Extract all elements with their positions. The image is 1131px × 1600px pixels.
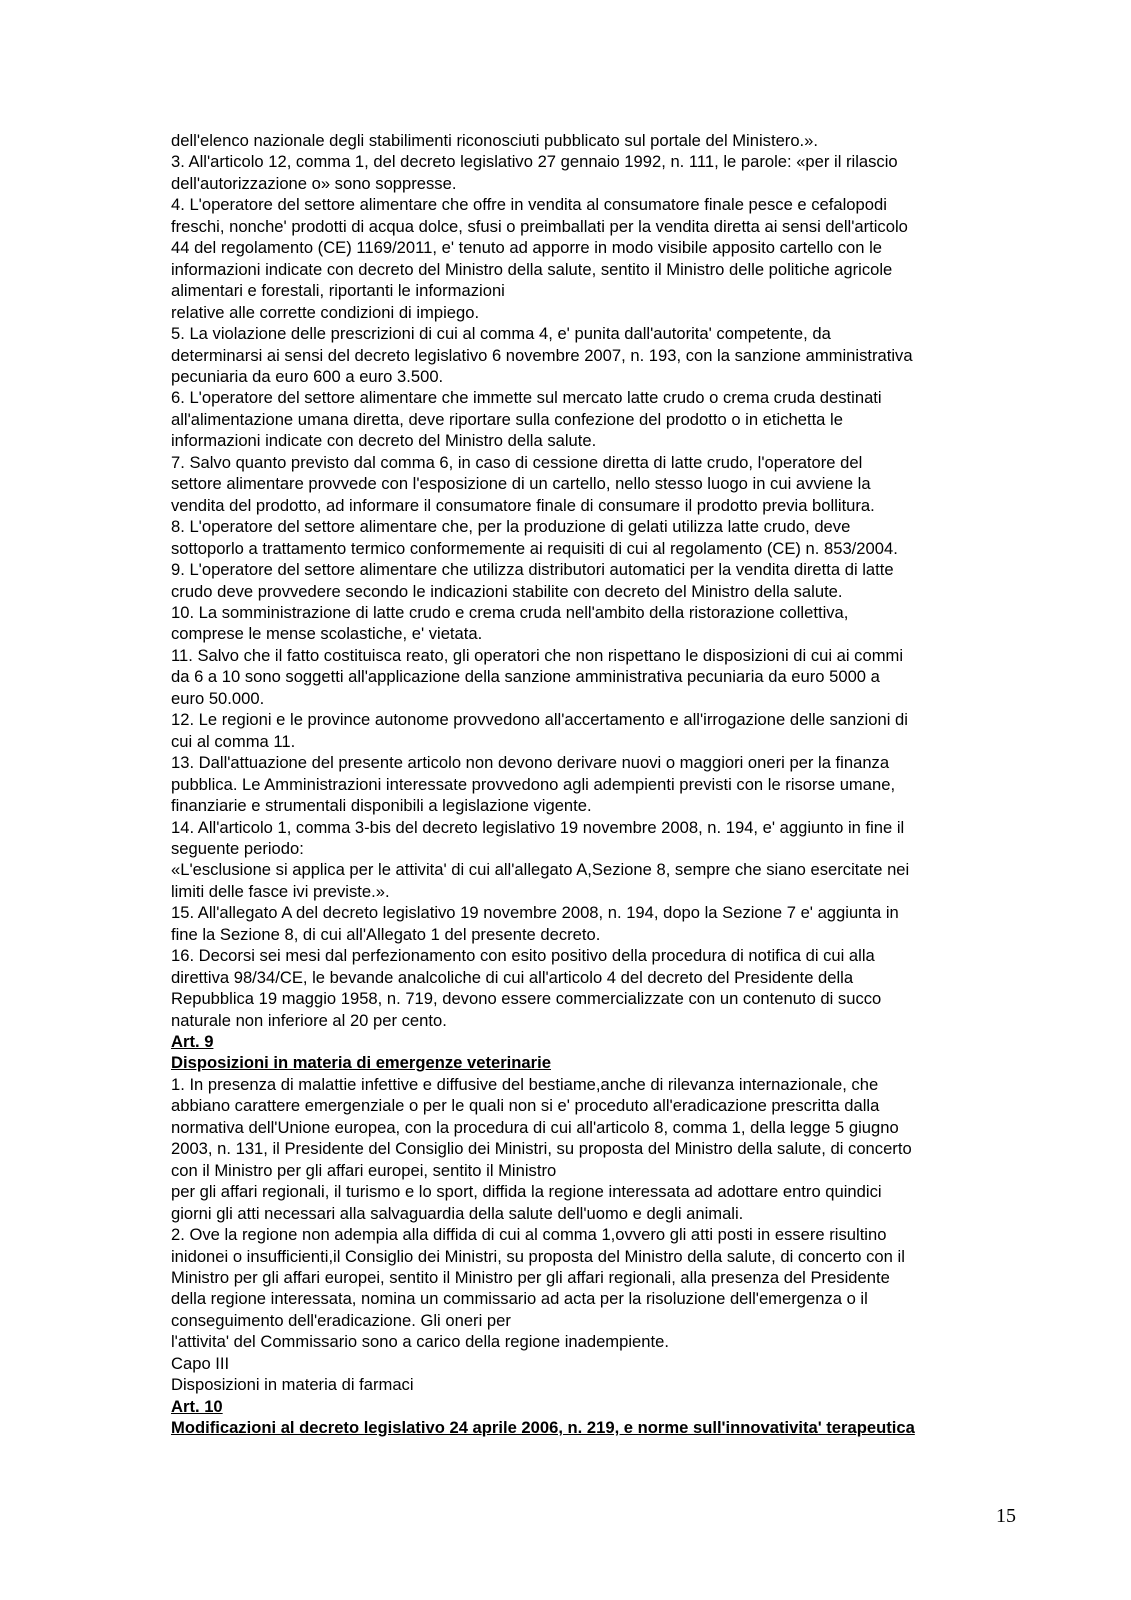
- text-line: fine la Sezione 8, di cui all'Allegato 1 del presente decreto.: [171, 924, 601, 944]
- text-line: freschi, nonche' prodotti di acqua dolce, sfusi o preimballati per la vendita diretta ai sensi dell'articolo: [171, 216, 908, 236]
- text-line: alimentari e forestali, riportanti le informazioni: [171, 281, 505, 301]
- section-heading: Art. 10: [171, 1396, 223, 1416]
- section-heading: Disposizioni in materia di emergenze veterinarie: [171, 1053, 551, 1073]
- text-line: inidonei o insufficienti,il Consiglio dei Ministri, su proposta del Ministro della salute, di concerto con il: [171, 1246, 905, 1266]
- document-body: [171, 130, 1031, 1439]
- text-line: comprese le mense scolastiche, e' vietata.: [171, 624, 483, 644]
- text-line: 3. All'articolo 12, comma 1, del decreto legislativo 27 gennaio 1992, n. 111, le parole: «per il rilascio: [171, 152, 898, 172]
- text-line: limiti delle fasce ivi previste.».: [171, 881, 390, 901]
- text-line: 6. L'operatore del settore alimentare che immette sul mercato latte crudo o crema cruda destinati: [171, 388, 882, 408]
- text-line: abbiano carattere emergenziale o per le quali non si e' proceduto all'eradicazione prescritta dalla: [171, 1096, 880, 1116]
- text-line: relative alle corrette condizioni di impiego.: [171, 302, 480, 322]
- text-line: naturale non inferiore al 20 per cento.: [171, 1010, 447, 1030]
- text-line: direttiva 98/34/CE, le bevande analcoliche di cui all'articolo 4 del decreto del Presidente della: [171, 967, 854, 987]
- text-line: 2003, n. 131, il Presidente del Consiglio dei Ministri, su proposta del Ministro della salute, di concerto: [171, 1139, 912, 1159]
- text-line: Ministro per gli affari europei, sentito il Ministro per gli affari regionali, alla presenza del Presidente: [171, 1268, 890, 1288]
- text-line: della regione interessata, nomina un commissario ad acta per la risoluzione dell'emergenza o il: [171, 1289, 868, 1309]
- text-line: euro 50.000.: [171, 688, 265, 708]
- text-line: 5. La violazione delle prescrizioni di cui al comma 4, e' punita dall'autorita' competente, da: [171, 324, 831, 344]
- text-line: 12. Le regioni e le province autonome provvedono all'accertamento e all'irrogazione delle sanzioni di: [171, 710, 908, 730]
- text-line: cui al comma 11.: [171, 731, 296, 751]
- text-line: per gli affari regionali, il turismo e lo sport, diffida la regione interessata ad adottare entro quindici: [171, 1182, 882, 1202]
- text-line: 44 del regolamento (CE) 1169/2011, e' tenuto ad apporre in modo visibile apposito cartello con le: [171, 238, 882, 258]
- text-line: finanziarie e strumentali disponibili a legislazione vigente.: [171, 796, 592, 816]
- text-line: seguente periodo:: [171, 838, 304, 858]
- text-line: crudo deve provvedere secondo le indicazioni stabilite con decreto del Ministro della salute.: [171, 581, 843, 601]
- text-line: Capo III: [171, 1353, 230, 1373]
- section-heading: Art. 9: [171, 1032, 214, 1052]
- text-line: conseguimento dell'eradicazione. Gli oneri per: [171, 1310, 511, 1330]
- text-line: pubblica. Le Amministrazioni interessate provvedono agli adempienti previsti con le risorse umane,: [171, 774, 896, 794]
- text-line: dell'elenco nazionale degli stabilimenti riconosciuti pubblicato sul portale del Ministero.».: [171, 131, 819, 150]
- text-line: 11. Salvo che il fatto costituisca reato, gli operatori che non rispettano le disposizioni di cui ai commi: [171, 645, 904, 665]
- text-line: pecuniaria da euro 600 a euro 3.500.: [171, 366, 444, 386]
- text-line: 15. All'allegato A del decreto legislativo 19 novembre 2008, n. 194, dopo la Sezione 7 e' aggiunta in: [171, 903, 899, 923]
- text-line: determinarsi ai sensi del decreto legislativo 6 novembre 2007, n. 193, con la sanzione amministrativa: [171, 345, 913, 365]
- text-line: 7. Salvo quanto previsto dal comma 6, in caso di cessione diretta di latte crudo, l'operatore del: [171, 452, 863, 472]
- text-line: 9. L'operatore del settore alimentare che utilizza distributori automatici per la vendita diretta di latte: [171, 560, 894, 580]
- text-line: informazioni indicate con decreto del Ministro della salute, sentito il Ministro delle politiche agricole: [171, 259, 893, 279]
- text-line: normativa dell'Unione europea, con la procedura di cui all'articolo 8, comma 1, della legge 5 giugno: [171, 1117, 899, 1137]
- text-line: dell'autorizzazione o» sono soppresse.: [171, 173, 457, 193]
- page-number: 15: [996, 1505, 1016, 1527]
- text-line: «L'esclusione si applica per le attivita' di cui all'allegato A,Sezione 8, sempre che siano esercitate nei: [171, 860, 910, 880]
- text-line: 2. Ove la regione non adempia alla diffida di cui al comma 1,ovvero gli atti posti in essere risultino: [171, 1225, 887, 1245]
- text-line: da 6 a 10 sono soggetti all'applicazione della sanzione amministrativa pecuniaria da euro 5000 a: [171, 667, 880, 687]
- text-line: 4. L'operatore del settore alimentare che offre in vendita al consumatore finale pesce e cefalopodi: [171, 195, 887, 215]
- text-line: 8. L'operatore del settore alimentare che, per la produzione di gelati utilizza latte crudo, deve: [171, 517, 851, 537]
- text-line: settore alimentare provvede con l'esposizione di un cartello, nello stesso luogo in cui avviene la: [171, 474, 871, 494]
- text-line: 14. All'articolo 1, comma 3-bis del decreto legislativo 19 novembre 2008, n. 194, e' aggiunto in fine il: [171, 817, 905, 837]
- text-line: l'attivita' del Commissario sono a carico della regione inadempiente.: [171, 1332, 669, 1352]
- text-line: 10. La somministrazione di latte crudo e crema cruda nell'ambito della ristorazione collettiva,: [171, 602, 849, 622]
- text-line: con il Ministro per gli affari europei, sentito il Ministro: [171, 1160, 557, 1180]
- text-line: 16. Decorsi sei mesi dal perfezionamento con esito positivo della procedura di notifica di cui alla: [171, 946, 875, 966]
- text-line: 1. In presenza di malattie infettive e diffusive del bestiame,anche di rilevanza internazionale, che: [171, 1074, 879, 1094]
- text-line: informazioni indicate con decreto del Ministro della salute.: [171, 431, 597, 451]
- section-heading: Modificazioni al decreto legislativo 24 aprile 2006, n. 219, e norme sull'innovativita' terapeutica: [171, 1418, 915, 1438]
- text-line: vendita del prodotto, ad informare il consumatore finale di consumare il prodotto previa bollitura.: [171, 495, 875, 515]
- text-line: Repubblica 19 maggio 1958, n. 719, devono essere commercializzate con un contenuto di succo: [171, 989, 882, 1009]
- text-line: Disposizioni in materia di farmaci: [171, 1375, 414, 1395]
- text-line: sottoporlo a trattamento termico conformemente ai requisiti di cui al regolamento (CE) n. 853/2004.: [171, 538, 898, 558]
- text-line: all'alimentazione umana diretta, deve riportare sulla confezione del prodotto o in etichetta le: [171, 409, 843, 429]
- text-line: 13. Dall'attuazione del presente articolo non devono derivare nuovi o maggiori oneri per la finanza: [171, 753, 890, 773]
- text-line: giorni gli atti necessari alla salvaguardia della salute dell'uomo e degli animali.: [171, 1203, 744, 1223]
